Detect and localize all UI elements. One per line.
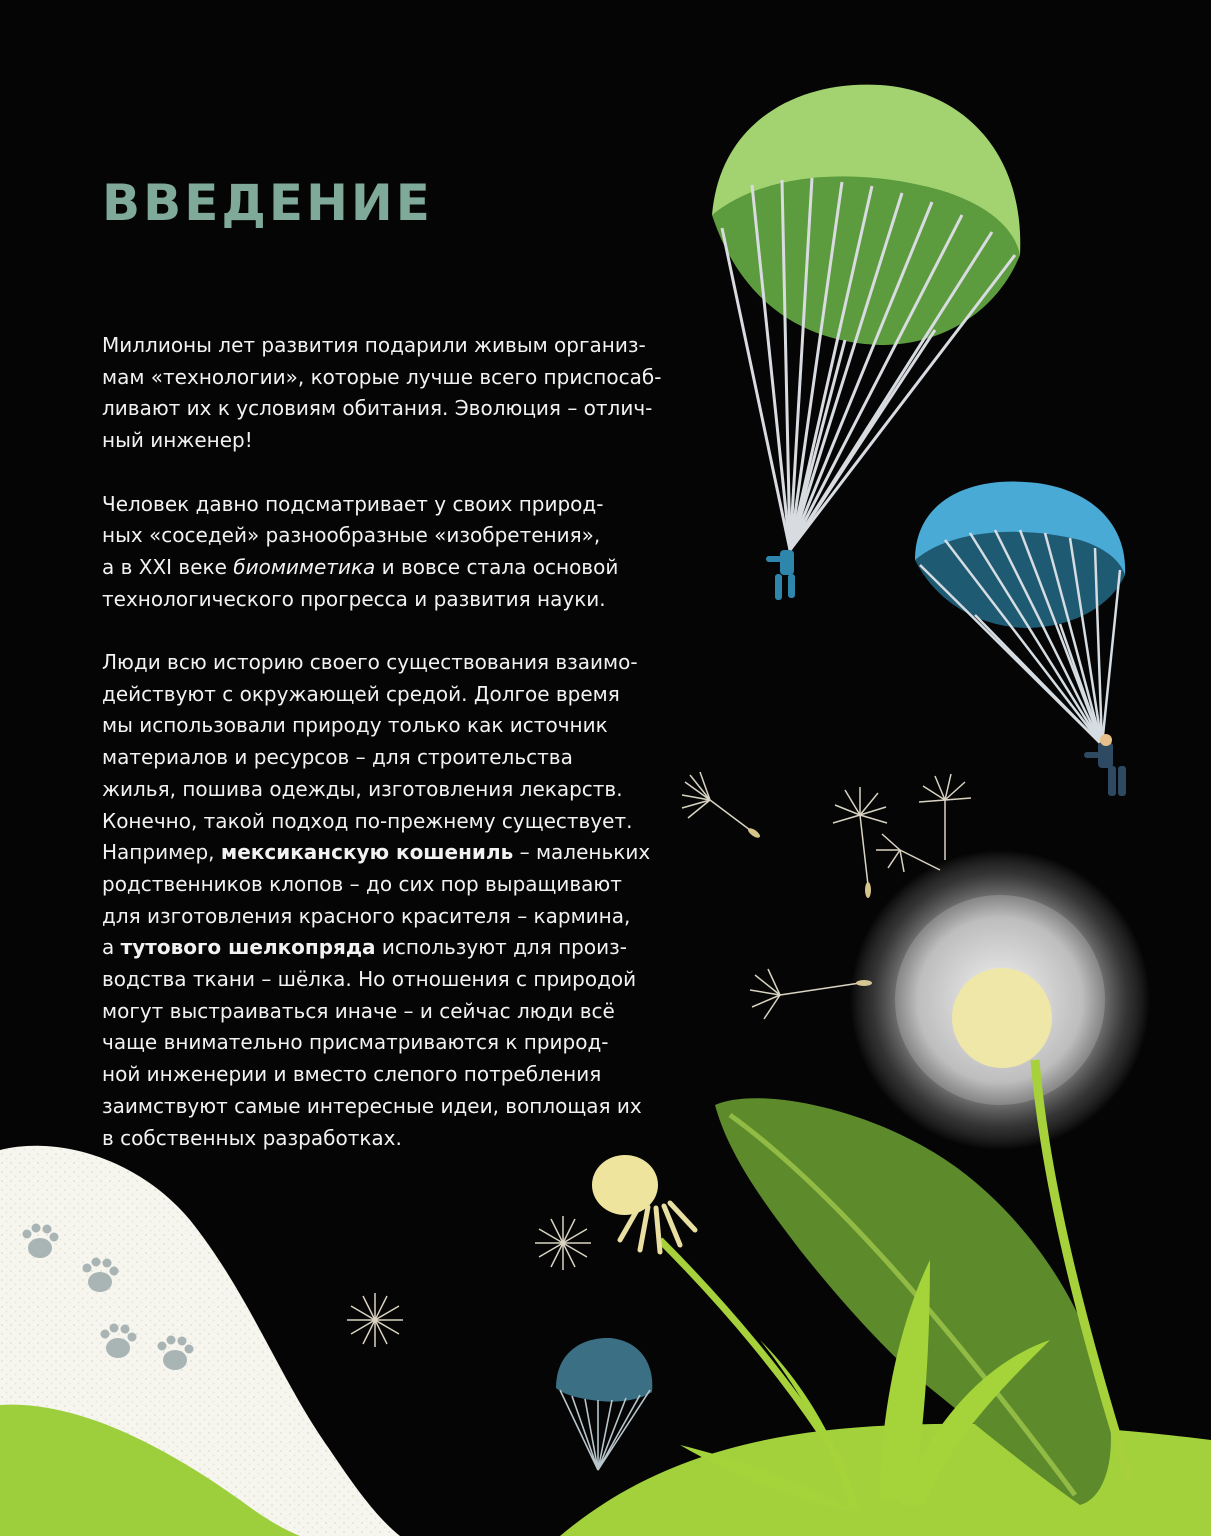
paragraph <box>102 330 702 457</box>
text-line: Конечно, такой подход по-прежнему существует. <box>102 808 633 833</box>
dandelion-puffball <box>850 850 1150 1150</box>
page-title: ВВЕДЕНИЕ <box>102 174 433 232</box>
text-line: ливают их к условиям обитания. Эволюция – отлич- <box>102 396 653 421</box>
text-line: мы использовали природу только как источник <box>102 713 608 738</box>
text-line: жилья, пошива одежды, изготовления лекарств. <box>102 776 623 801</box>
text-line: родственников клопов – до сих пор выращивают <box>102 871 622 896</box>
text-line: технологического прогресса и развития науки. <box>102 586 606 611</box>
paragraph <box>102 647 702 1154</box>
bold-term: мексиканскую кошениль <box>220 840 514 865</box>
text-line: ных «соседей» разнообразные «изобретения», <box>102 523 601 548</box>
text-line: Миллионы лет развития подарили живым организ- <box>102 333 646 357</box>
text-fragment: а <box>102 935 121 960</box>
text-line: для изготовления красного красителя – кармина, <box>102 903 631 928</box>
text-line: чаще внимательно присматриваются к природ- <box>102 1030 609 1055</box>
text-line: действуют с окружающей средой. Долгое время <box>102 681 620 706</box>
parachute-icon <box>556 1338 652 1470</box>
paragraph <box>102 489 702 616</box>
text-line <box>102 837 702 869</box>
text-fragment: – маленьких <box>513 840 651 865</box>
body-text <box>102 330 702 1186</box>
text-line: мам «технологии», которые лучше всего приспосаб- <box>102 364 662 389</box>
text-line <box>102 552 702 584</box>
text-line: в собственных разработках. <box>102 1125 402 1150</box>
text-fragment: а в XXI веке <box>102 554 234 579</box>
text-line: материалов и ресурсов – для строительства <box>102 745 573 770</box>
text-line: Люди всю историю своего существования взаимо- <box>102 650 638 674</box>
italic-term: биомиметика <box>233 554 376 579</box>
text-line: могут выстраиваться иначе – и сейчас люди всё <box>102 998 615 1023</box>
text-fragment: и вовсе стала основой <box>375 554 619 579</box>
text-line: Человек давно подсматривает у своих природ- <box>102 491 604 516</box>
text-line <box>102 932 702 964</box>
text-line: заимствуют самые интересные идеи, воплощая их <box>102 1093 642 1118</box>
text-line: ный инженер! <box>102 428 253 453</box>
text-line: водства ткани – шёлка. Но отношения с природой <box>102 967 637 992</box>
text-fragment: используют для произ- <box>375 935 627 960</box>
parachute-icon <box>915 482 1126 796</box>
bold-term: тутового шелкопряда <box>120 935 376 960</box>
text-fragment: Например, <box>102 840 221 865</box>
text-line: ной инженерии и вместо слепого потребления <box>102 1062 602 1087</box>
